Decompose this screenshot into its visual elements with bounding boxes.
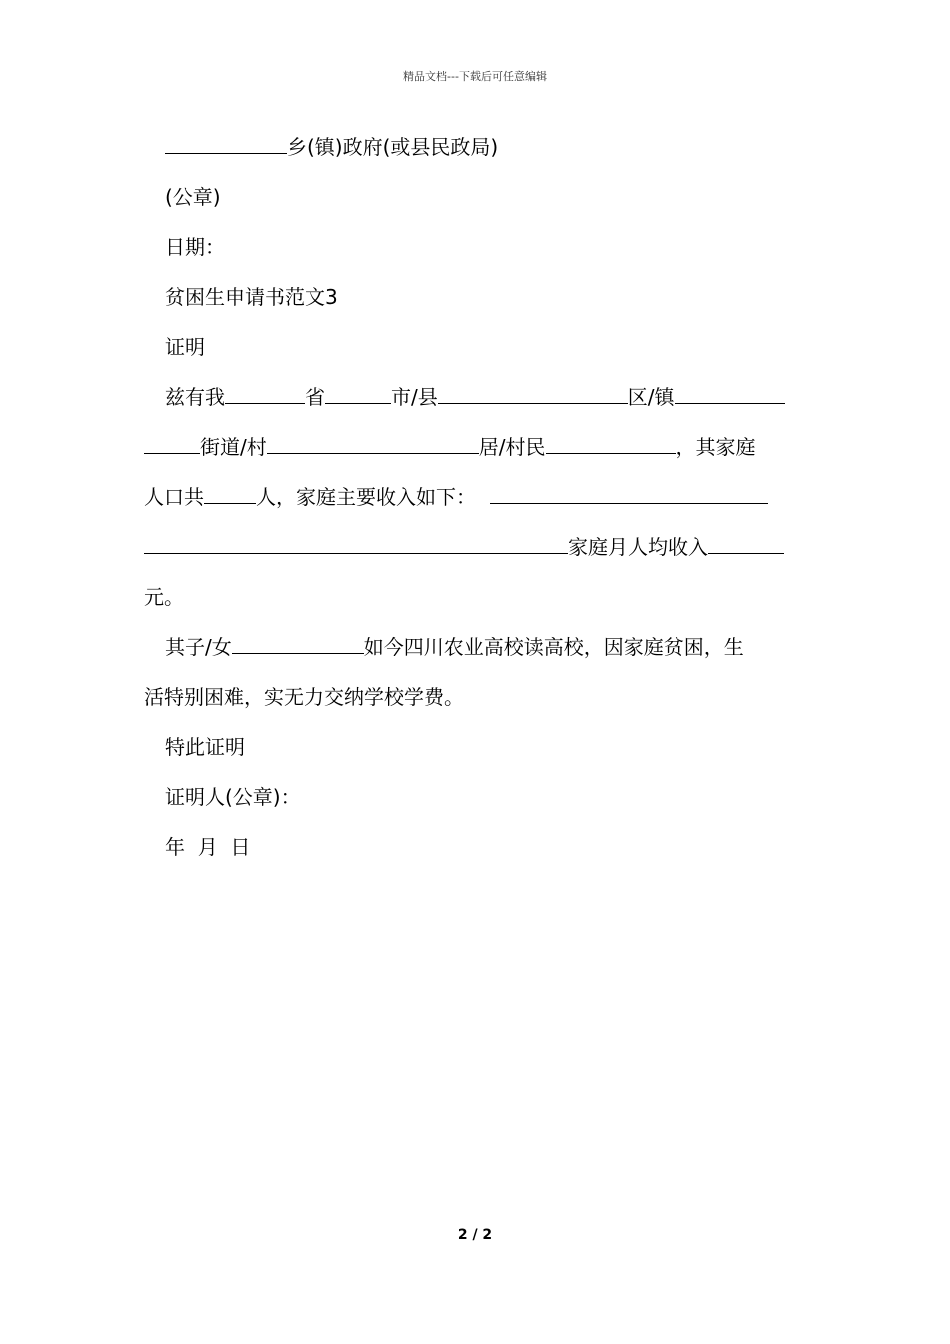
text: 区/镇 bbox=[627, 385, 675, 409]
doc-title: 贫困生申请书范文3 bbox=[165, 285, 338, 309]
blank-field[interactable] bbox=[225, 385, 305, 404]
para1-line5: 元。 bbox=[144, 585, 184, 609]
para2-line2: 活特别困难，实无力交纳学校学费。 bbox=[144, 685, 464, 709]
para1-line2 bbox=[144, 433, 806, 461]
blank-field[interactable] bbox=[165, 135, 287, 154]
text: 人口共 bbox=[144, 485, 204, 509]
text: 兹有我 bbox=[165, 385, 225, 409]
text: 人，家庭主要收入如下： bbox=[256, 485, 476, 509]
blank-field[interactable] bbox=[204, 485, 256, 504]
blank-field[interactable] bbox=[708, 535, 784, 554]
text: 如今四川农业高校读高校，因家庭贫困，生 bbox=[363, 635, 744, 659]
para2-line1 bbox=[165, 633, 806, 661]
blank-field[interactable] bbox=[232, 635, 364, 654]
blank-field[interactable] bbox=[325, 385, 391, 404]
page-header: 精品文档---下载后可任意编辑 bbox=[403, 70, 547, 83]
cert-heading: 证明 bbox=[165, 335, 205, 359]
closing-line3: 年 月 日 bbox=[165, 835, 251, 859]
text: ，其家庭 bbox=[675, 435, 756, 459]
blank-field[interactable] bbox=[144, 435, 200, 454]
gov-label: 乡(镇)政府(或县民政局) bbox=[287, 135, 499, 159]
text: 其子/女 bbox=[165, 635, 232, 659]
text: 市/县 bbox=[391, 385, 438, 409]
text: 家庭月人均收入 bbox=[568, 535, 708, 559]
gov-line bbox=[165, 133, 827, 161]
para1-line4 bbox=[144, 533, 806, 561]
page-number: 2 / 2 bbox=[457, 1227, 493, 1243]
closing-line1: 特此证明 bbox=[165, 735, 245, 759]
blank-field[interactable] bbox=[490, 485, 768, 504]
seal-line: (公章) bbox=[165, 185, 221, 209]
closing-line2: 证明人(公章)： bbox=[165, 785, 301, 809]
text: 街道/村 bbox=[200, 435, 267, 459]
blank-field[interactable] bbox=[438, 385, 628, 404]
text: 居/村民 bbox=[478, 435, 546, 459]
blank-field[interactable] bbox=[267, 435, 479, 454]
text: 省 bbox=[305, 385, 325, 409]
para1-line1 bbox=[165, 383, 806, 411]
para1-line3 bbox=[144, 483, 806, 511]
blank-field[interactable] bbox=[144, 535, 568, 554]
blank-field[interactable] bbox=[546, 435, 676, 454]
blank-field[interactable] bbox=[675, 385, 785, 404]
date-line: 日期： bbox=[165, 235, 225, 259]
